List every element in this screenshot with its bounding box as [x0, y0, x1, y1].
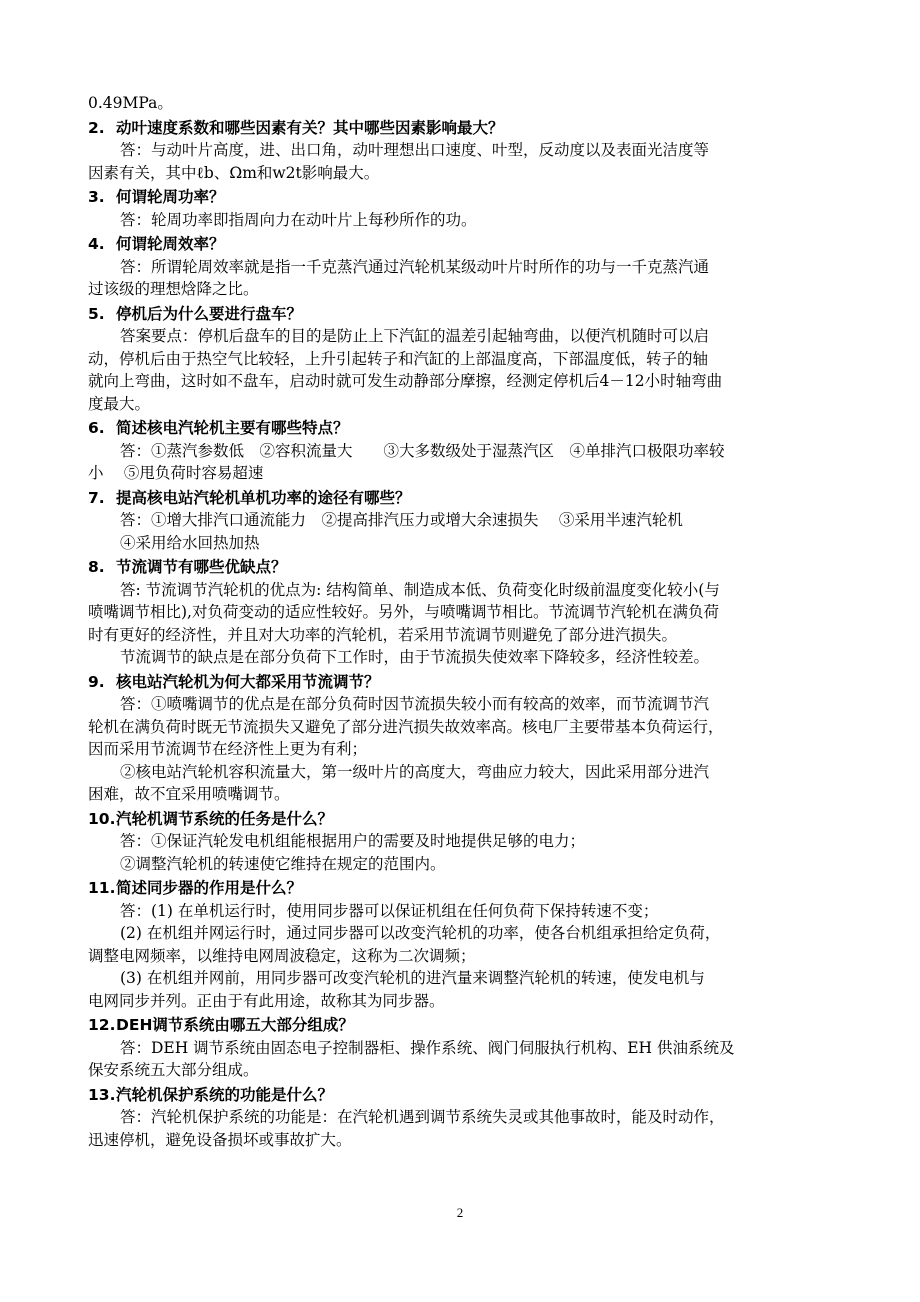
- question-text: DEH调节系统由哪五大部分组成？: [116, 1016, 354, 1034]
- question-text: 何谓轮周功率？: [116, 188, 225, 206]
- paragraph-line: 调整电网频率，以维持电网周波稳定，这称为二次调频；: [88, 946, 476, 965]
- paragraph-line: 过该级的理想焓降之比。: [88, 280, 259, 298]
- paragraph-line: 困难，故不宜采用喷嘴调节。: [88, 785, 290, 803]
- question-number: 3.: [88, 188, 105, 206]
- answer-line: (3) 在机组并网前，用同步器可改变汽轮机的进汽量来调整汽轮机的转速，使发电机与: [120, 969, 705, 987]
- question-heading: [88, 671, 840, 694]
- question-text: 停机后为什么要进行盘车？: [116, 304, 303, 323]
- paragraph-line: 电网同步并列。正由于有此用途，故称其为同步器。: [88, 991, 445, 1010]
- paragraph-line: 度最大。: [88, 394, 151, 413]
- question-number: 6.: [88, 419, 105, 437]
- question-heading: [88, 877, 840, 900]
- paragraph-line: 因素有关，其中ℓb、Ωm和w2t影响最大。: [88, 163, 380, 182]
- question-heading: [88, 1014, 840, 1037]
- question-text: 核电站汽轮机为何大都采用节流调节？: [116, 672, 380, 691]
- answer-line: 答：①保证汽轮发电机组能根据用户的需要及时地提供足够的电力；: [120, 832, 586, 850]
- answer-line: 答：所谓轮周效率就是指一千克蒸汽通过汽轮机某级动叶片时所作的功与一千克蒸汽通: [120, 257, 710, 276]
- question-heading: [88, 808, 840, 831]
- question-heading: [88, 487, 840, 510]
- paragraph-line: 动，停机后由于热空气比较轻，上升引起转子和汽缸的上部温度高，下部温度低，转子的轴: [88, 349, 709, 368]
- paragraph-line: 喷嘴调节相比),对负荷变动的适应性较好。另外，与喷嘴调节相比。节流调节汽轮机在满负荷: [88, 603, 719, 621]
- question-heading: [88, 303, 840, 326]
- question-number: 2.: [88, 118, 105, 137]
- answer-line: (2) 在机组并网运行时，通过同步器可以改变汽轮机的功率，使各台机组承担给定负荷，: [120, 924, 721, 942]
- paragraph-line: 小 ⑤甩负荷时容易超速: [88, 464, 264, 482]
- question-number: 5.: [88, 304, 105, 323]
- question-heading: [88, 117, 840, 140]
- question-number: 7.: [88, 488, 105, 507]
- answer-line: 答：①喷嘴调节的优点是在部分负荷时因节流损失较小而有较高的效率，而节流调节汽: [120, 695, 710, 713]
- answer-line: 答：与动叶片高度，进、出口角，动叶理想出口速度、叶型，反动度以及表面光洁度等: [120, 141, 710, 159]
- paragraph-line: 迅速停机，避免设备损坏或事故扩大。: [88, 1130, 352, 1149]
- answer-line: ④采用给水回热加热: [120, 533, 260, 552]
- paragraph-line: 就向上弯曲，这时如不盘车，启动时就可发生动静部分摩擦，经测定停机后4－12小时轴弯曲: [88, 372, 723, 390]
- question-number: 11.: [88, 879, 116, 897]
- paragraph-line: 因而采用节流调节在经济性上更为有利；: [88, 740, 368, 758]
- question-heading: [88, 233, 840, 256]
- question-number: 12.: [88, 1016, 116, 1034]
- page-number: 2: [456, 1205, 464, 1220]
- question-number: 10.: [88, 809, 116, 828]
- answer-line: 节流调节的缺点是在部分负荷下工作时，由于节流损失使效率下降较多，经济性较差。: [120, 648, 710, 666]
- question-text: 提高核电站汽轮机单机功率的途径有哪些？: [116, 488, 411, 507]
- question-number: 4.: [88, 235, 105, 253]
- question-text: 节流调节有哪些优缺点？: [116, 558, 287, 576]
- answer-line: 答：①蒸汽参数低 ②容积流量大 ③大多数级处于湿蒸汽区 ④单排汽口极限功率较: [120, 441, 725, 460]
- paragraph-line: 0.49MPa。: [88, 94, 173, 112]
- answer-line: 答：①增大排汽口通流能力 ②提高排汽压力或增大余速损失 ③采用半速汽轮机: [120, 511, 683, 529]
- question-text: 汽轮机保护系统的功能是什么？: [116, 1085, 334, 1104]
- question-heading: [88, 1084, 840, 1107]
- question-text: 简述核电汽轮机主要有哪些特点？: [116, 419, 349, 437]
- question-text: 动叶速度系数和哪些因素有关？其中哪些因素影响最大？: [116, 118, 504, 137]
- question-number: 8.: [88, 558, 105, 576]
- question-text: 汽轮机调节系统的任务是什么？: [116, 809, 334, 828]
- question-heading: [88, 556, 840, 579]
- answer-line: 答：轮周功率即指周向力在动叶片上每秒所作的功。: [120, 210, 477, 229]
- question-heading: [88, 417, 840, 440]
- question-text: 何谓轮周效率？: [116, 235, 225, 253]
- answer-line: 答: 节流调节汽轮机的优点为: 结构简单、制造成本低、负荷变化时级前温度变化较小(与: [120, 580, 720, 599]
- answer-line: 答：汽轮机保护系统的功能是：在汽轮机遇到调节系统失灵或其他事故时，能及时动作，: [120, 1108, 725, 1126]
- question-number: 9.: [88, 672, 105, 691]
- answer-line: ②核电站汽轮机容积流量大，第一级叶片的高度大，弯曲应力较大，因此采用部分进汽: [120, 762, 710, 781]
- document-body: [88, 92, 840, 1151]
- question-heading: [88, 186, 840, 209]
- paragraph-line: 保安系统五大部分组成。: [88, 1061, 259, 1079]
- answer-line: 答：(1) 在单机运行时，使用同步器可以保证机组在任何负荷下保持转速不变；: [120, 901, 659, 920]
- question-text: 简述同步器的作用是什么？: [116, 879, 303, 897]
- paragraph-line: 轮机在满负荷时既无节流损失又避免了部分进汽损失故效率高。核电厂主要带基本负荷运行，: [88, 717, 724, 736]
- answer-line: 答案要点：停机后盘车的目的是防止上下汽缸的温差引起轴弯曲，以便汽机随时可以启: [120, 327, 710, 345]
- paragraph-line: 时有更好的经济性，并且对大功率的汽轮机，若采用节流调节则避免了部分进汽损失。: [88, 625, 678, 644]
- question-number: 13.: [88, 1085, 116, 1104]
- answer-line: 答：DEH 调节系统由固态电子控制器柜、操作系统、阀门伺服执行机构、EH 供油系统及: [120, 1038, 735, 1057]
- answer-line: ②调整汽轮机的转速使它维持在规定的范围内。: [120, 854, 446, 873]
